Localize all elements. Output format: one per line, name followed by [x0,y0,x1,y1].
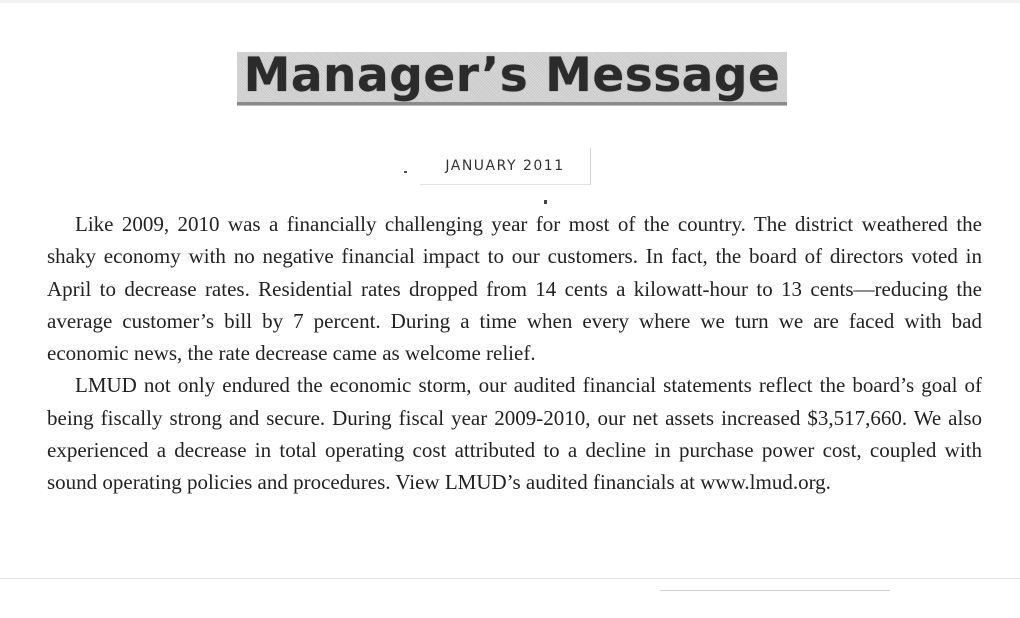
scan-edge [660,590,890,591]
scan-edge [0,0,1020,3]
masthead-banner [237,48,787,105]
date-box [420,148,591,185]
issue-date: JANUARY 2011 [445,158,565,174]
speck-mark [544,200,547,204]
page-title: Manager’s Message [243,48,781,103]
paragraph-2: LMUD not only endured the economic storm, our audited financial statements reflect the board’s goal of being fiscally strong and secure. During fiscal year 2009-2010, our net assets increased $3,517,660. We also experienced a decrease in total operating cost attributed to a decline in purchase power cost, coupled with sound operating policies and procedures. View LMUD’s audited financials at www.lmud.org. [47,373,982,495]
article-body [47,208,982,499]
scan-edge [0,578,1020,579]
paragraph-1: Like 2009, 2010 was a financially challenging year for most of the country. The district weathered the shaky economy with no negative financial impact to our customers. In fact, the board of directors voted in April to decrease rates. Residential rates dropped from 14 cents a kilowatt-hour to 13 cents—reducing the average customer’s bill by 7 percent. During a time when every where we turn we are faced with bad economic news, the rate decrease came as welcome relief. [47,212,982,366]
speck-mark [404,171,407,173]
